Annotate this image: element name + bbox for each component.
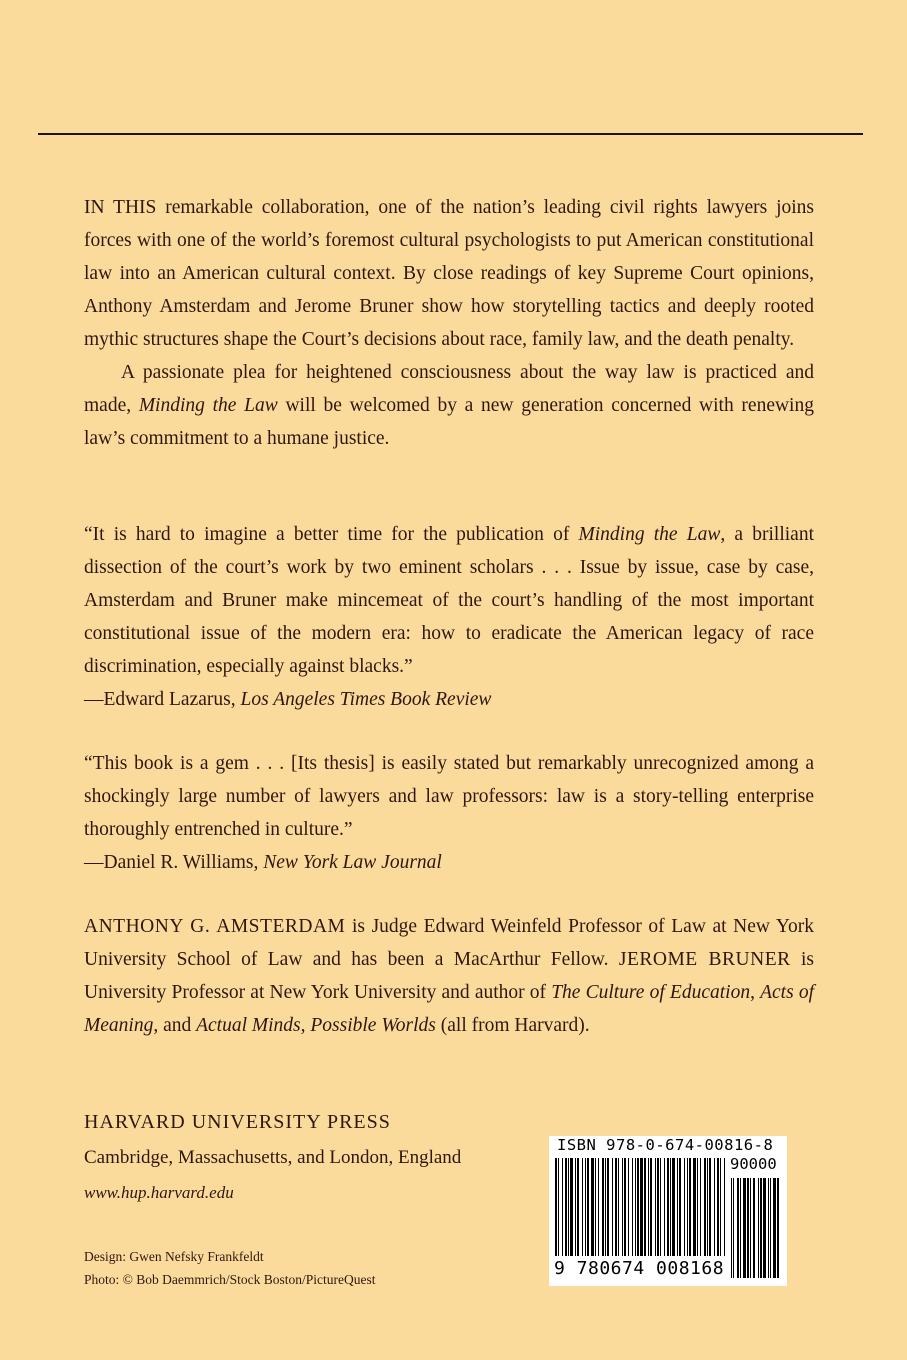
- barcode-bar: [687, 1158, 688, 1256]
- barcode-bar: [640, 1158, 643, 1256]
- book-description: [84, 191, 814, 455]
- top-rule: [38, 133, 863, 135]
- barcode-bar: [700, 1158, 701, 1256]
- barcode-bar: [615, 1158, 617, 1256]
- book-title: Minding the Law: [138, 395, 278, 416]
- barcode-bar: [607, 1158, 609, 1256]
- publisher-info: [84, 1107, 461, 1205]
- barcode-addon-bar: [758, 1178, 759, 1278]
- barcode-bar: [709, 1158, 711, 1256]
- description-paragraph-2: A passionate plea for heightened consciousness about the way law is practiced and made, Minding the Law will be welcomed by a new generation concerned with renewing law’s commitment to a humane justice.: [84, 362, 814, 449]
- barcode-bar: [605, 1158, 606, 1256]
- barcode-bar: [637, 1158, 639, 1256]
- barcode-addon-bar: [731, 1178, 732, 1278]
- photo-credit: Photo: © Bob Daemmrich/Stock Boston/PictureQuest: [84, 1272, 376, 1287]
- barcode-bar: [650, 1158, 652, 1256]
- barcode-bar: [602, 1158, 604, 1256]
- barcode-bar: [595, 1158, 596, 1256]
- barcode-bar: [555, 1158, 557, 1256]
- barcode-bar: [587, 1158, 589, 1256]
- barcode-bar: [679, 1158, 681, 1256]
- isbn-text: ISBN 978-0-674-00816-8: [557, 1136, 774, 1154]
- barcode-addon-bar: [763, 1178, 766, 1278]
- credits: [84, 1245, 376, 1291]
- barcode-bar: [697, 1158, 698, 1256]
- barcode-bar: [684, 1158, 685, 1256]
- barcode-bar: [693, 1158, 696, 1256]
- barcode-bar: [655, 1158, 656, 1256]
- book-title: Minding the Law: [578, 524, 721, 545]
- price-code: 90000: [730, 1155, 777, 1173]
- barcode-bar: [689, 1158, 691, 1256]
- barcode-addon-bar: [737, 1178, 739, 1278]
- barcode-bar: [582, 1158, 583, 1256]
- description-paragraph-1: IN THIS remarkable collaboration, one of the nation’s leading civil rights lawyers joins forces with one of the world’s foremost cultural psychologists to put American constitutional law into an American cultural context. By close readings of key Supreme Court opinions, Anthony Amsterdam and Jerome Bruner show how storytelling tactics and deeply rooted mythic structures shape the Court’s decisions about race, family law, and the death penalty.: [84, 197, 814, 350]
- barcode-bar: [635, 1158, 636, 1256]
- barcode-bar: [618, 1158, 619, 1256]
- barcode-bar: [570, 1158, 573, 1256]
- barcode-bar: [720, 1158, 721, 1256]
- design-credit: Design: Gwen Nefsky Frankfeldt: [84, 1249, 264, 1264]
- barcode-digits: 9 780674 008168: [554, 1258, 725, 1279]
- barcode-addon-bar: [740, 1178, 741, 1278]
- barcode-bar: [670, 1158, 671, 1256]
- barcode-addon-bar: [768, 1178, 769, 1278]
- barcode-bar: [585, 1158, 586, 1256]
- barcode-bar: [714, 1158, 715, 1256]
- barcode-bar: [622, 1158, 623, 1256]
- barcode-addon-bar: [777, 1178, 779, 1278]
- barcode-bar: [664, 1158, 665, 1256]
- barcode-bar: [562, 1158, 563, 1256]
- barcode-bar: [598, 1158, 599, 1256]
- barcode-bar: [558, 1158, 559, 1256]
- barcode-bar: [677, 1158, 678, 1256]
- barcode-bar: [660, 1158, 661, 1256]
- barcode-bar: [644, 1158, 646, 1256]
- barcode-bar: [632, 1158, 633, 1256]
- review-quote-2: [84, 747, 814, 879]
- publisher-url[interactable]: www.hup.harvard.edu: [84, 1183, 234, 1202]
- barcode-bar: [565, 1158, 567, 1256]
- barcode-bar: [657, 1158, 659, 1256]
- publisher-name: HARVARD UNIVERSITY PRESS: [84, 1111, 391, 1133]
- review-1-text: “It is hard to imagine a better time for the publication of Minding the Law, a brilliant dissection of the court’s work by two eminent scholars . . . Issue by issue, case by case, Amsterdam and Bruner make mincemeat of the court’s handling of the most important constitutional issue of the modern era: how to eradicate the American legacy of race discrimination, especially against blacks.”: [84, 524, 814, 677]
- barcode-bar: [628, 1158, 629, 1256]
- barcode-bar: [704, 1158, 706, 1256]
- author-bio: [84, 910, 814, 1042]
- barcode-bar: [577, 1158, 579, 1256]
- isbn-barcode: [549, 1136, 787, 1286]
- barcode-addon-bar: [773, 1178, 776, 1278]
- barcode-bar: [667, 1158, 669, 1256]
- publisher-location: Cambridge, Massachusetts, and London, England: [84, 1147, 462, 1168]
- barcode-addon-bar: [747, 1178, 749, 1278]
- barcode-bar: [717, 1158, 719, 1256]
- review-2-attribution: —Daniel R. Williams, New York Law Journal: [84, 852, 442, 873]
- barcode-addon-bar: [760, 1178, 762, 1278]
- barcode-bar: [624, 1158, 626, 1256]
- barcode-bar: [672, 1158, 675, 1256]
- review-quote-1: [84, 518, 814, 716]
- barcode-bar: [591, 1158, 594, 1256]
- barcode-addon-bar: [753, 1178, 755, 1278]
- barcode-bar: [724, 1158, 725, 1256]
- review-2-text: “This book is a gem . . . [Its thesis] is easily stated but remarkably unrecognized among a shockingly large number of lawyers and law professors: law is a story-telling enterprise thoroughly entrenched in culture.”: [84, 753, 814, 840]
- review-1-attribution: —Edward Lazarus, Los Angeles Times Book Review: [84, 689, 492, 710]
- barcode-bar: [575, 1158, 576, 1256]
- barcode-addon-bar: [743, 1178, 746, 1278]
- author-bio-text: ANTHONY G. AMSTERDAM is Judge Edward Weinfeld Professor of Law at New York University School of Law and has been a MacArthur Fellow. JEROME BRUNER is University Professor at New York University and author of The Culture of Education, Acts of Meaning, and Actual Minds, Possible Worlds (all from Harvard).: [84, 916, 815, 1036]
- barcode-bar: [612, 1158, 613, 1256]
- barcode-addon-bar: [770, 1178, 771, 1278]
- barcode-addon-bar: [750, 1178, 751, 1278]
- barcode-bar: [707, 1158, 708, 1256]
- barcode-addon-bar: [733, 1178, 734, 1278]
- barcode-bar: [568, 1158, 569, 1256]
- barcode-bar: [648, 1158, 649, 1256]
